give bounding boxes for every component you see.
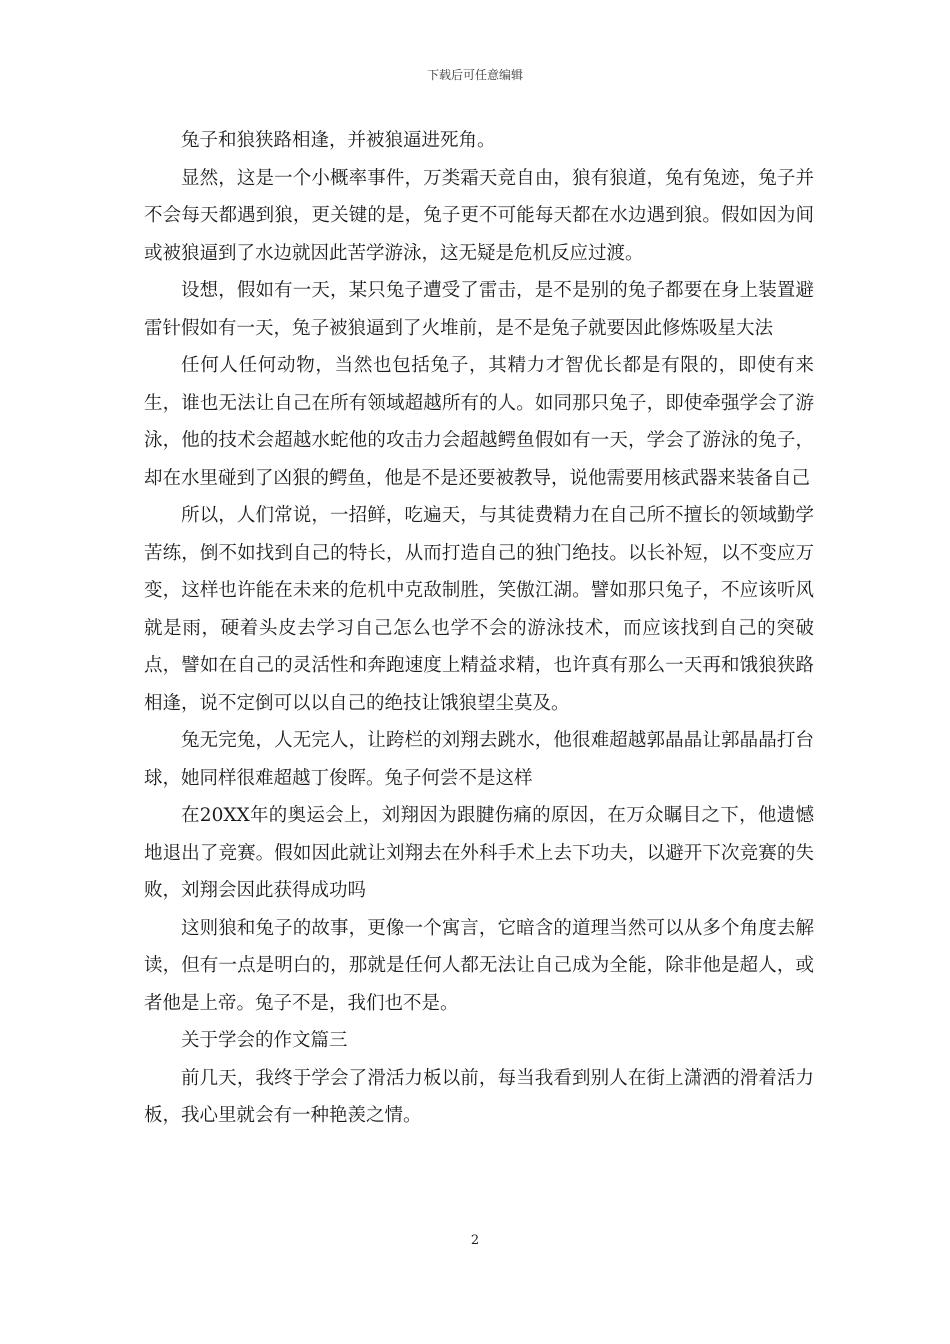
paragraph: 显然，这是一个小概率事件，万类霜天竞自由，狼有狼道，兔有兔迹，兔子并不会每天都遇到狼，更关键的是，兔子更不可能每天都在水边遇到狼。假如因为间或被狼逼到了水边就因此苦学游泳，这无疑是危机反应过渡。 [144, 167, 814, 264]
paragraph: 前几天，我终于学会了滑活力板以前，每当我看到别人在街上潇洒的滑着活力板，我心里就会有一种艳羡之情。 [144, 1067, 814, 1126]
paragraph: 设想，假如有一天，某只兔子遭受了雷击，是不是别的兔子都要在身上装置避雷针假如有一天，兔子被狼逼到了火堆前，是不是兔子就要因此修炼吸星大法 [144, 280, 814, 339]
paragraph: 所以，人们常说，一招鲜，吃遍天，与其徒费精力在自己所不擅长的领域勤学苦练，倒不如找到自己的特长，从而打造自己的独门绝技。以长补短，以不变应万变，这样也许能在未来的危机中克敌制胜，笑傲江湖。譬如那只兔子，不应该听风就是雨，硬着头皮去学习自己怎么也学不会的游泳技术，而应该找到自己的突破点，譬如在自己的灵活性和奔跑速度上精益求精，也许真有那么一天再和饿狼狭路相逢，说不定倒可以以自己的绝技让饿狼望尘莫及。 [144, 505, 814, 714]
page-header: 下载后可任意编辑 [426, 68, 523, 82]
section-heading: 关于学会的作文篇三 [181, 1030, 348, 1051]
paragraph: 这则狼和兔子的故事，更像一个寓言，它暗含的道理当然可以从多个角度去解读，但有一点是明白的，那就是任何人都无法让自己成为全能，除非他是超人，或者他是上帝。兔子不是，我们也不是。 [144, 917, 814, 1014]
paragraph: 兔子和狼狭路相逢，并被狼逼进死角。 [181, 130, 496, 151]
page-number: 2 [470, 1233, 480, 1248]
paragraph: 任何人任何动物，当然也包括兔子，其精力才智优长都是有限的，即使有来生，谁也无法让自己在所有领域超越所有的人。如同那只兔子，即使牵强学会了游泳，他的技术会超越水蛇他的攻击力会超越鳄鱼假如有一天，学会了游泳的兔子，却在水里碰到了凶狠的鳄鱼，他是不是还要被教导，说他需要用核武器来装备自己 [144, 355, 814, 489]
paragraph: 在20XX年的奥运会上，刘翔因为跟腱伤痛的原因，在万众瞩目之下，他遗憾地退出了竞赛。假如因此就让刘翔去在外科手术上去下功夫，以避开下次竞赛的失败，刘翔会因此获得成功吗 [144, 805, 814, 901]
document-body [144, 122, 814, 1135]
paragraph: 兔无完兔，人无完人，让跨栏的刘翔去跳水，他很难超越郭晶晶让郭晶晶打台球，她同样很难超越丁俊晖。兔子何尝不是这样 [144, 730, 814, 789]
